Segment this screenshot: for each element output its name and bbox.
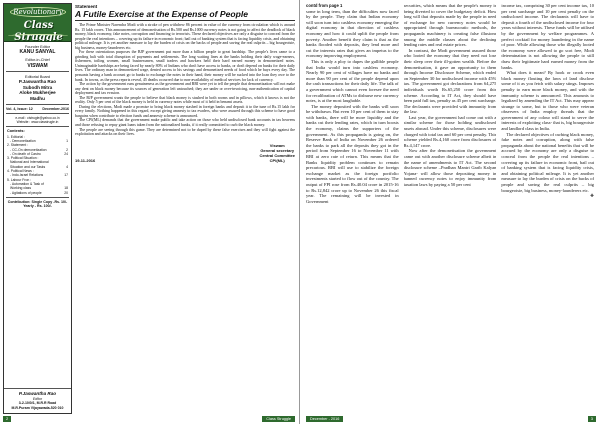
signatory bbox=[259, 143, 295, 163]
publisher-name: P.Jaswantha Rao bbox=[18, 391, 57, 397]
contents-item-label: National and International bbox=[10, 160, 49, 165]
masthead-title: Class Struggle bbox=[14, 20, 63, 42]
founder-block bbox=[4, 45, 71, 69]
board-member: Madhu bbox=[30, 96, 45, 101]
column-paragraph: The declared objectives of curbing black money, fake notes and corruption, along with false propaganda about the national benefits that will be accrued by the economy are only a disguise to conceal from the people the real intentions – covering up its failure in economic front, bail out of banking system that is facing liquidity crisis, and obtaining political mileage. It is yet another measure to lay the burden of crisis on the backs of people and saving the real culprits – big bourgeoisie, big business, money-launderers etc. bbox=[501, 131, 595, 193]
contents-item-page: 18 bbox=[64, 186, 68, 191]
article-kicker: Statement bbox=[75, 4, 98, 9]
article-paragraph: The BJP government wants the people to believe that black money is stashed in both rooms and in pillows, which it knows is not the reality. Only 5 per cent of the black money is held in currency notes while most of it held in benami assets. bbox=[75, 94, 295, 105]
article-signature bbox=[75, 143, 295, 163]
signatory-name: Viswam bbox=[269, 142, 285, 148]
masthead bbox=[4, 4, 71, 42]
article-body bbox=[75, 23, 295, 137]
contents-item-label: - Agitations of people bbox=[10, 190, 42, 195]
editor-name: VISWAM bbox=[27, 62, 48, 69]
column-paragraph: securities, which means that the people's money is being diverted to cover the budgetary deficit. How long will that deposits made by the people in need of exchange for new currency notes would be appropriated through bureaucratic methods, the propaganda machinery is creating false illusions among the middle classes about the declining lending rates and real estate prices. bbox=[403, 3, 497, 48]
contents-item-label: - Indo-Israel Relations bbox=[10, 173, 44, 178]
contents-item-label: Working class bbox=[10, 186, 32, 191]
contribution bbox=[4, 200, 71, 209]
publisher-address-1: 3-2-10/0/1, M.R.R Road bbox=[18, 401, 57, 406]
column-paragraph: some in long term, than the difficulties now faced by the people. They claim that Indian economy will soon turn into cashless economy emerging the digital economy in that direction of cashless economy and how it could uplift the people from poverty. Another benefit they claim is that as the banks flooded with deposits, they lend more and cut the interests rates that gives an impetus to the economy improving employment. bbox=[306, 8, 399, 59]
contents-list bbox=[4, 129, 71, 194]
email-link[interactable]: e-mail : cistrugle@yahoo.co.in bbox=[15, 116, 60, 120]
right-page bbox=[300, 0, 600, 424]
statement-article bbox=[75, 4, 295, 416]
contents-item-page: 1 bbox=[66, 139, 68, 143]
contents-item-label: 3. Political Situation : bbox=[7, 156, 39, 161]
contents-item-label: 1. Editorial : bbox=[7, 134, 25, 139]
contents-item-label: 5. Labour Fron : bbox=[7, 177, 32, 182]
signatory-title: General secretary bbox=[260, 147, 295, 153]
article-paragraph: During the elections, Modi made a promise to bring black money stashed in foreign banks and deposit it to the tune of Rs.15 lakh for every family. Nothing happened in this regard, except giving amnesty to tax evaders, who were assured through this scheme to have good bargains when contribute to election funds and amnesty scheme is announced. bbox=[75, 103, 295, 118]
publisher-role: Editor bbox=[32, 396, 43, 401]
board-member: Aloke Mukherjee bbox=[19, 90, 56, 96]
publisher-address-2: M.R.Puram Vijayawada-520 010 bbox=[11, 405, 64, 410]
article-paragraph: The CPI(ML) demands that the government make public and take action on those who held undisclosed bank accounts in tax heavens and those refusing to repay giant loans taken from the nationalized banks, if it really committed to curb the black money. bbox=[75, 117, 295, 128]
editor-label: Editor-in-Chief bbox=[25, 58, 50, 63]
contents-item-label: - Automation & Task of bbox=[10, 181, 44, 186]
divider bbox=[6, 197, 69, 198]
contents-title: Contents: bbox=[7, 129, 25, 134]
board-member: Subodh Mitra bbox=[22, 84, 53, 90]
masthead-logo-top: Revolutionary bbox=[10, 7, 66, 17]
issue-date: December-2016 bbox=[42, 106, 69, 111]
divider bbox=[6, 104, 69, 105]
founder-name: KANU SANYAL bbox=[19, 49, 56, 56]
contents-item-label: Situation and our Tasks bbox=[10, 164, 46, 169]
signatory-committee: Central Committee bbox=[259, 152, 295, 158]
article-paragraph: The people are seeing through this game. They are determined not to be duped by these false exercises and they will fight against the exploitation and attacks on their lives. bbox=[75, 126, 295, 137]
contribution-yearly: Yearly - Rs. 100/- bbox=[23, 204, 52, 209]
issue-info bbox=[4, 107, 71, 111]
column-paragraph: income tax, comprising 30 per cent income tax, 10 per cent surcharge and 10 per cent penalty on the undisclosed income. The declarants will have to deposit a fourth of the undisclosed income for four years without interests. These funds will be utilised by the government by welfare programmes. A perfect cocktail for money laundering in the name of poor. While allowing those who illegally looted the economy were allowed to go scot free, Modi determination is not allowing the people to still draw their legitimate hard earned money from the banks. bbox=[501, 3, 595, 70]
column-2 bbox=[404, 3, 497, 411]
column-paragraph: Last year, the government had come out with a similar scheme for those holding undisclosed assets abroad. Under this scheme, disclosures were charged with total tax and 60 per cent penalty. This scheme yielded Rs.4,160 crore from disclosures of Rs.4,147 crore. bbox=[403, 114, 497, 148]
contents-item bbox=[7, 191, 68, 195]
masthead-swoosh bbox=[8, 34, 68, 38]
article-paragraph: The Prime Minister Narendra Modi with a stroke of pen withdrew 86 percent in value of the currency from circulation which is around Rs. 15 lakh crores. This announcement of demonetisation of Rs.500 and Rs.1000 currency notes is not going to affect the deadlock of black money, black economy, fake notes, corruption and financing to terrorists. These declared objectives are only a disguise to conceal from the people the real intentions – covering up its failure in economic front; bail out of banking system that is facing liquidity crisis, and obtaining political mileage. It is yet another measure to lay the burden of crisis on the backs of people and saving the real culprits – big bourgeoisie, big business, money-launderers etc. bbox=[75, 22, 295, 50]
founder-label: Founder Editor bbox=[24, 45, 51, 49]
contents-item-page: 20 bbox=[64, 190, 68, 195]
footer-publication-name: Class Struggle bbox=[262, 416, 295, 422]
column-paragraph: Now after the demonetisation the government came out with another disclosure scheme albeit in the name of amendments to IT Act. The second disclosure scheme –Pradhan Mantri Garib Kalyan Yojana- will allow those depositing money in banned currency notes to enjoy immunity from taxation laws by paying a 50 per cent bbox=[403, 148, 497, 187]
column-paragraph: This is only a ploy to dupes the gullible people that India would turn into cashless economy. Nearly 90 per cent of villages have no banks and more than 90 per cent of the people depend upon the cash transactions for their daily life. The talk of a government which cannot even foresee the need for recalibration of ATMs to disburse new currency notes, is at the most laughable. bbox=[306, 58, 399, 104]
contents-item-label: - On death of Castro bbox=[10, 151, 41, 156]
continued-label: contd from page 1 bbox=[306, 3, 343, 8]
contents-item-label: - CC-On demonetization bbox=[10, 147, 47, 152]
article-title: A Futile Exercise at the Expense of People bbox=[75, 9, 295, 21]
contribution-single: Contribution: Single Copy -Rs. 10/- bbox=[7, 199, 68, 204]
contents-item-page: 2 bbox=[66, 147, 68, 152]
end-mark-icon: ❖ bbox=[589, 193, 595, 199]
column-paragraph: The money deposited with the banks will soon be withdrawn. But even 10 per cent of them to stay with banks, there will be more liquidity and the banks cut their lending rates, which in turn boosts the economy, claims the supporters of the government. As this propaganda is going on, the Reserve Bank of India on November 26 ordered the banks to park all the deposits they got in the period from September 16 to November 11 with RBI at zero rate of return. This means that the Banks liquidity problem continues to remain precarious. RBI will use to stabilize the foreign exchange market as the foreign portfolio investments started to flow out of the country. The output of FPI rose from Rs.40.04 crore in 2015-16 to Rs.12,842 crore up to November 26 this fiscal year. The remaining will be invested in Government bbox=[306, 103, 399, 204]
contents-item-label: - Demonetization bbox=[10, 139, 36, 143]
article-date: 19-11-2016 bbox=[75, 157, 96, 163]
column-3 bbox=[501, 3, 594, 411]
article-paragraph: For these ostentatious purposes the BJP government put more than a billion people to great hardship. The people's lives came to a grinding halt with total disruption of payments and settlements. The long waiting lines at the banks holding their daily wage-earners, fishermen, toiling women, small businessmen, small traders and hawkers held their hard earned money in demonetized notes. Unimaginable hardships are being faced by nearly 80% of Indians who don't have access to banks, or don't depend on banks for their daily lives. The ordinary man in demonetized wage, denied access to his savings and demonetized needs of food which he buys every day. The peasants having a bank account go to banks to exchange the notes in their hand, their money will be sucked into the loan they owe to the bank. In towns, as the press reports reveal, 45 deaths occurred due to non-availability of medical services for lack of currency. bbox=[75, 49, 295, 82]
contact-block bbox=[4, 116, 71, 124]
divider bbox=[6, 71, 69, 72]
editorial-board bbox=[4, 75, 71, 102]
column-paragraph: In contrast, the Modi government assured those who looted the economy that they need not lose their sleep over their ill-gotten wealth. Before the demonetisation, it gave an opportunity to them through Income Disclosure Scheme, which ended on September 30 for undisclosed income with 45% tax. The government got declarations from 64,275 individuals worth Rs.65,250 crore from this scheme. According to IT Act, they should have been paid full tax, penalty as 45 per cent surcharge. The declarants were provided with immunity from the law. bbox=[403, 47, 497, 115]
volume-issue: Vol. 4, Issue: 12 bbox=[6, 106, 33, 111]
contents-item-label: 4. Political News : bbox=[7, 169, 34, 174]
footer-date: December - 2016 bbox=[306, 416, 343, 422]
publisher-footer bbox=[4, 388, 71, 413]
website-link[interactable]: Website : www.classtrugle.in bbox=[16, 120, 59, 125]
page-number-right: 3 bbox=[588, 416, 596, 422]
article-columns bbox=[306, 3, 594, 411]
contents-item-page: 4 bbox=[66, 164, 68, 169]
article-paragraph: The action by the government runs genuineness as the government and RBI were yet to tell the people that demonetization will not make any dent on black money because its sources of generation left untouched; they are under or over-invoicing, non-authentication of capital deployment and tax evasion. bbox=[75, 81, 295, 96]
column-1 bbox=[306, 3, 399, 411]
signatory-party: CPI(ML) bbox=[269, 157, 285, 163]
contents-item-label: 2. Statement : bbox=[7, 143, 29, 148]
contents-item-page: 24 bbox=[64, 151, 68, 156]
contents-item-page: 17 bbox=[64, 173, 68, 178]
page-number-left: 2 bbox=[3, 416, 11, 422]
board-label: Editorial Board bbox=[25, 74, 50, 79]
divider bbox=[6, 113, 69, 114]
board-member: P.Jaswantha Rao bbox=[18, 79, 57, 85]
sidebar bbox=[3, 3, 72, 414]
column-paragraph: What does it mean? By hook or crook even black money flouting the laws of land disclose some of it as you fetch with salary stings. Imposes penalty to earn more black money, and with the immunity scheme is announced. This amounts to legalized by amending the IT Act. This may appear strange to some, but to those who were veteran observers of India employ threads that the government of any colour will stand to serve the interests of exploiting class- that is, big bourgeoisie and landlord class in India. bbox=[501, 70, 595, 132]
divider bbox=[6, 126, 69, 127]
